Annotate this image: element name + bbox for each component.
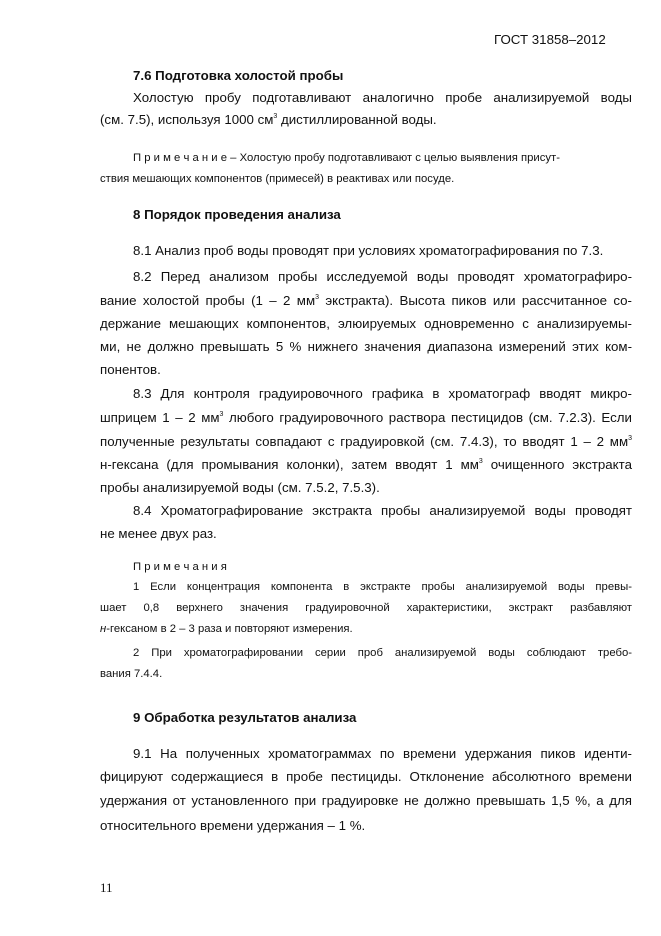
paragraph-line: н-гексана (для промывания колонки), затем вводят 1 $мм^3$ очищенного экстракта bbox=[100, 457, 632, 472]
paragraph-line: не менее двух раз. bbox=[100, 526, 217, 541]
note-line: н-гексаном в 2 – 3 раза и повторяют измерения. bbox=[100, 623, 353, 635]
paragraph-line: шприцем 1 – 2 $мм^3$ любого градуировочного раствора пестицидов (см. 7.2.3). Если bbox=[100, 410, 632, 425]
paragraph-line: удержания от установленного при градуировке не должно превышать 1,5 %, а для bbox=[100, 793, 632, 808]
note-line: вания 7.4.4. bbox=[100, 668, 163, 680]
section-8-heading: 8 Порядок проведения анализа bbox=[133, 207, 341, 222]
note-label: П р и м е ч а н и е – bbox=[133, 152, 237, 164]
paragraph-line: 9.1 На полученных хроматограммах по времени удержания пиков иденти- bbox=[133, 746, 632, 761]
note-line: П р и м е ч а н и е – Холостую пробу подготавливают с целью выявления присут- bbox=[133, 152, 560, 164]
paragraph-line: 8.4 Хроматографирование экстракта пробы анализируемой воды проводят bbox=[133, 503, 632, 518]
paragraph-line: фицируют содержащиеся в пробе пестициды. Отклонение абсолютного времени bbox=[100, 769, 632, 784]
paragraph-line: Холостую пробу подготавливают аналогично пробе анализируемой воды bbox=[133, 90, 632, 105]
notes-label: П р и м е ч а н и я bbox=[133, 561, 227, 573]
section-9-heading: 9 Обработка результатов анализа bbox=[133, 710, 357, 725]
paragraph-line: держание мешающих компонентов, элюируемых одновременно с анализируемы- bbox=[100, 316, 632, 331]
document-code: ГОСТ 31858–2012 bbox=[494, 32, 606, 47]
note-line: ствия мешающих компонентов (примесей) в реактивах или посуде. bbox=[100, 173, 455, 185]
paragraph-line: понентов. bbox=[100, 362, 161, 377]
paragraph-line: полученные результаты совпадают с градуировкой (см. 7.4.3), то вводят 1 – 2 $мм^3$ bbox=[100, 434, 632, 449]
paragraph-line: пробы анализируемой воды (см. 7.5.2, 7.5.3). bbox=[100, 480, 380, 495]
paragraph-line: 8.3 Для контроля градуировочного графика в хроматограф вводят микро- bbox=[133, 386, 632, 401]
paragraph-line: ми, не должно превышать 5 % нижнего значения диапазона измерений этих ком- bbox=[100, 339, 632, 354]
paragraph-line: 8.2 Перед анализом пробы исследуемой воды проводят хроматографиро- bbox=[133, 269, 632, 284]
paragraph-line: относительного времени удержания – 1 %. bbox=[100, 818, 366, 833]
note-line: 2 При хроматографировании серии проб анализируемой воды соблюдают требо- bbox=[133, 647, 632, 659]
section-7-6-heading: 7.6 Подготовка холостой пробы bbox=[133, 68, 344, 83]
paragraph-line: 8.1 Анализ проб воды проводят при условиях хроматографирования по 7.3. bbox=[133, 243, 604, 258]
paragraph-line: вание холостой пробы (1 – 2 $мм^3$ экстракта). Высота пиков или рассчитанное со- bbox=[100, 293, 632, 308]
note-line: шает 0,8 верхнего значения градуировочной характеристики, экстракт разбавляют bbox=[100, 602, 632, 614]
paragraph-line: (см. 7.5), используя 1000 $см^3$ дистиллированной воды. bbox=[100, 112, 437, 127]
page-number: 11 bbox=[100, 880, 113, 895]
note-line: 1 Если концентрация компонента в экстракте пробы анализируемой воды превы- bbox=[133, 581, 632, 593]
